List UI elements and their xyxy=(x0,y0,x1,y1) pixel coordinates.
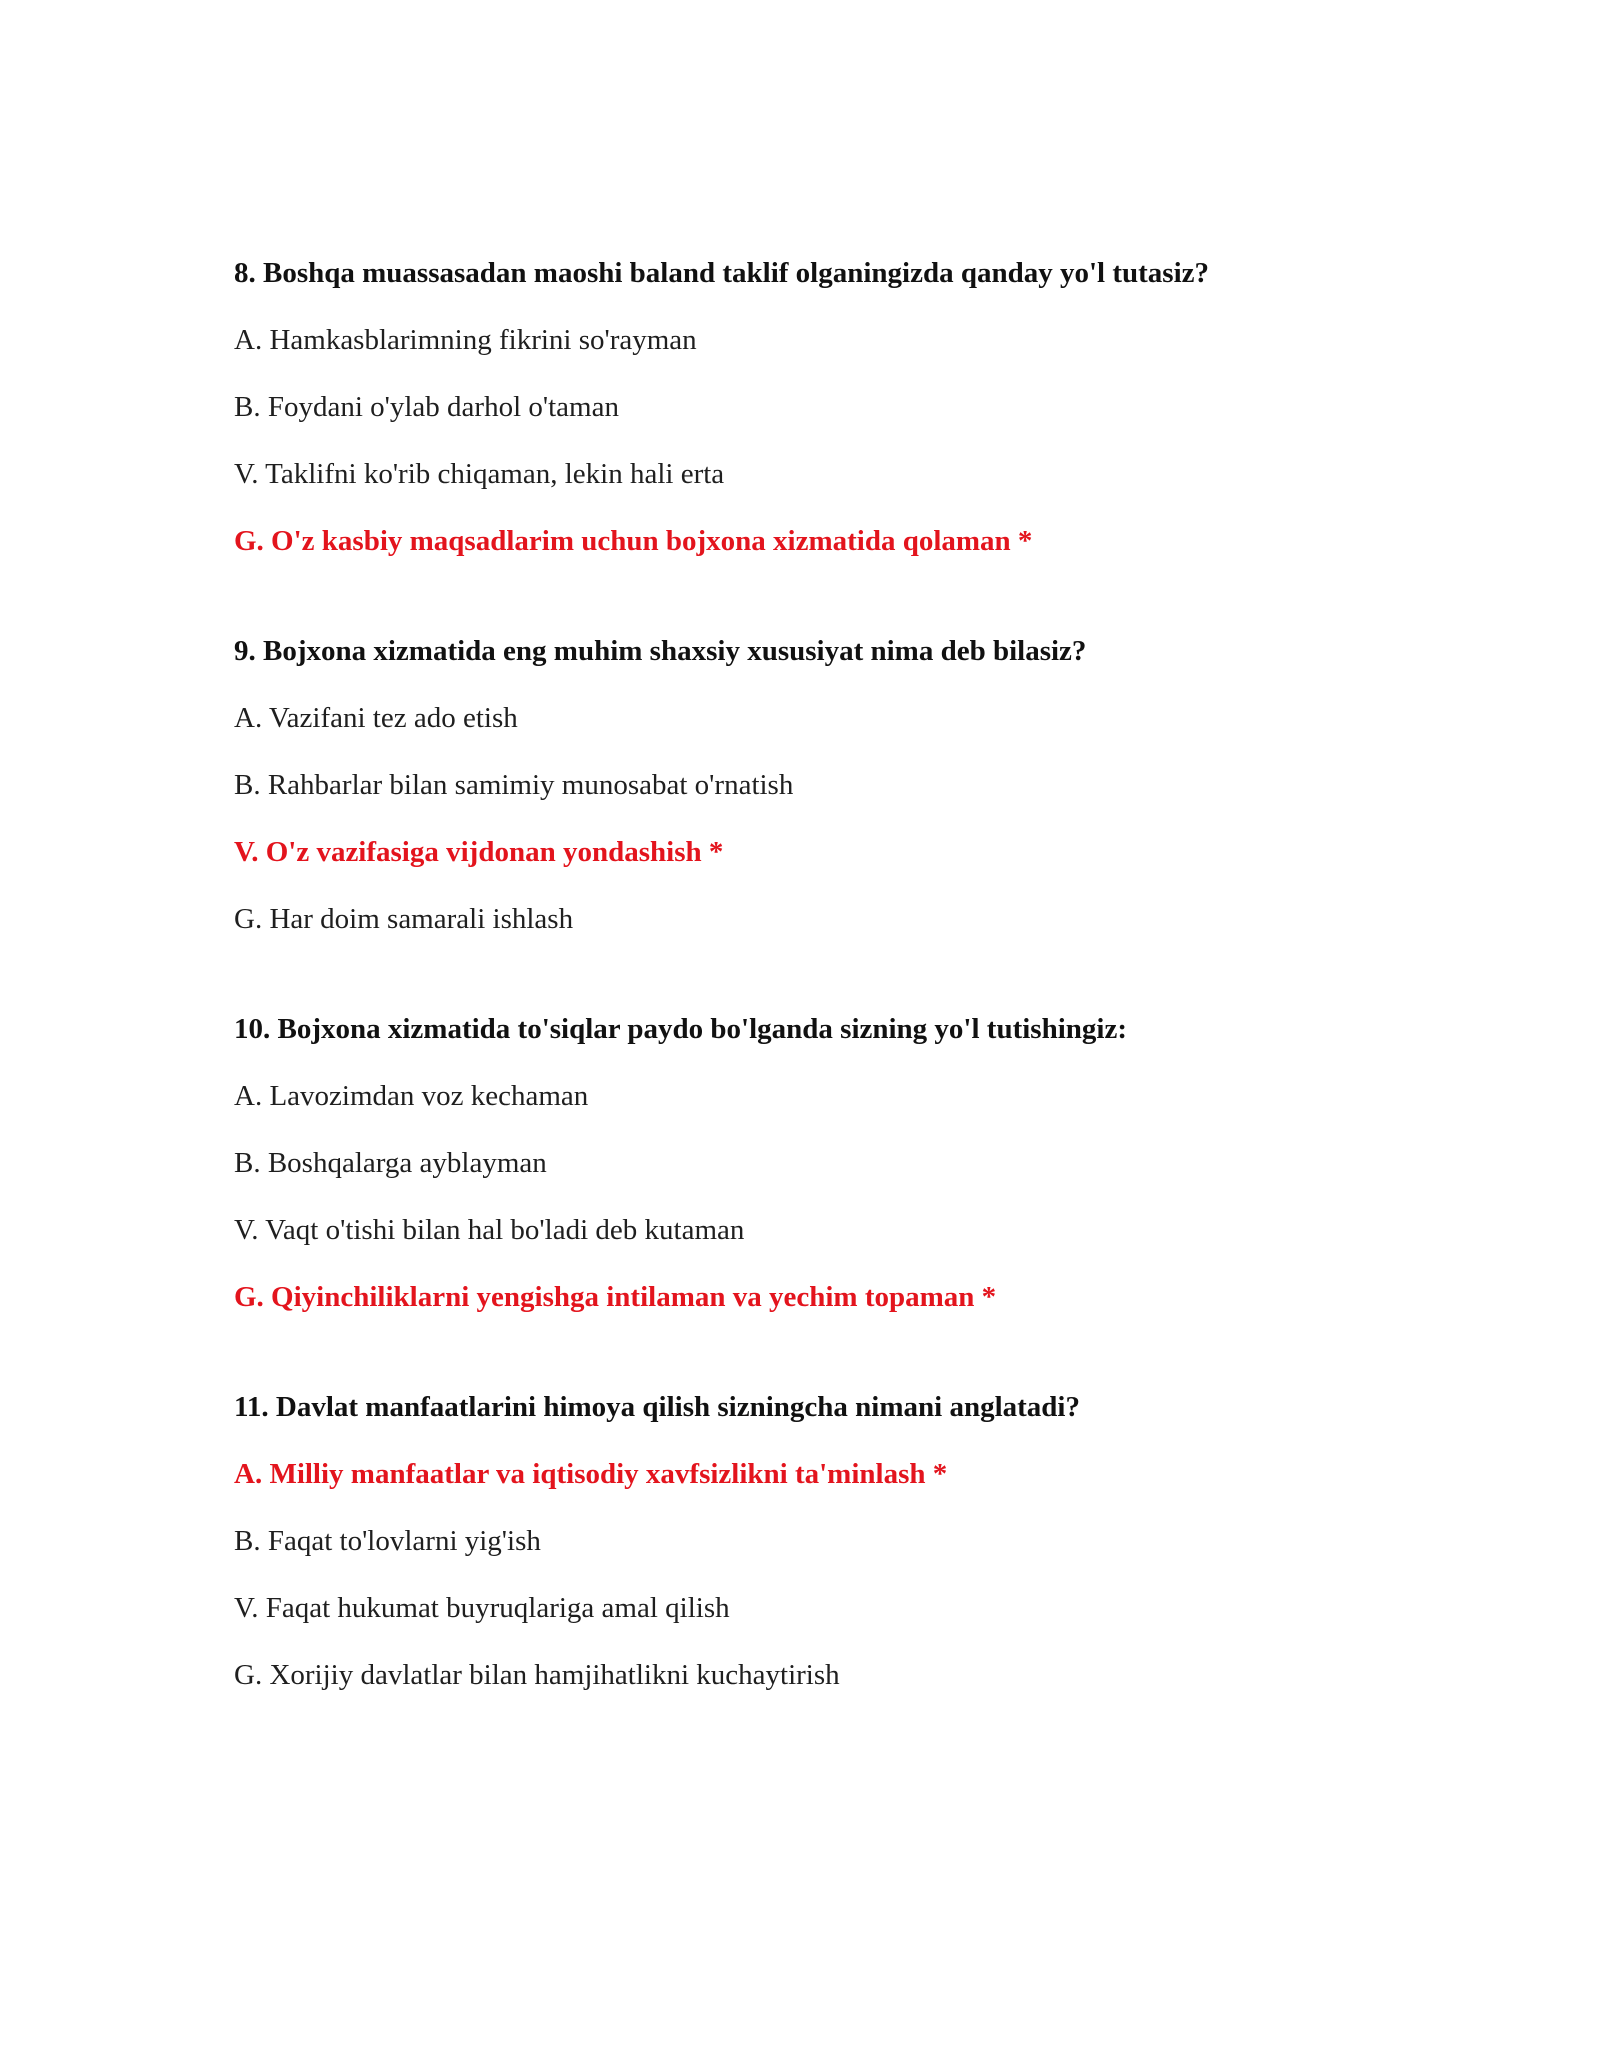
question-list xyxy=(234,252,1434,1764)
answer-option: B. Foydani o'ylab darhol o'taman xyxy=(234,391,619,423)
question-title: 8. Boshqa muassasadan maoshi baland taklif olganingizda qanday yo'l tutasiz? xyxy=(234,257,1209,289)
question-title: 10. Bojxona xizmatida to'siqlar paydo bo'lganda sizning yo'l tutishingiz: xyxy=(234,1013,1127,1045)
question-11 xyxy=(234,1386,1434,1696)
answer-option: B. Boshqalarga ayblayman xyxy=(234,1147,547,1179)
answer-option: V. Taklifni ko'rib chiqaman, lekin hali erta xyxy=(234,458,725,490)
correct-answer-option: V. O'z vazifasiga vijdonan yondashish * xyxy=(234,836,724,868)
question-title: 11. Davlat manfaatlarini himoya qilish sizningcha nimani anglatadi? xyxy=(234,1391,1080,1423)
answer-option: A. Vazifani tez ado etish xyxy=(234,702,518,734)
correct-answer-option: A. Milliy manfaatlar va iqtisodiy xavfsizlikni ta'minlash * xyxy=(234,1458,948,1490)
answer-option: A. Lavozimdan voz kechaman xyxy=(234,1080,589,1112)
question-title: 9. Bojxona xizmatida eng muhim shaxsiy xususiyat nima deb bilasiz? xyxy=(234,635,1087,667)
answer-option: V. Faqat hukumat buyruqlariga amal qilish xyxy=(234,1592,730,1624)
answer-option: B. Faqat to'lovlarni yig'ish xyxy=(234,1525,541,1557)
answer-option: G. Har doim samarali ishlash xyxy=(234,903,574,935)
question-8 xyxy=(234,252,1434,562)
answer-option: A. Hamkasblarimning fikrini so'rayman xyxy=(234,324,697,356)
correct-answer-option: G. O'z kasbiy maqsadlarim uchun bojxona xizmatida qolaman * xyxy=(234,525,1033,557)
answer-option: G. Xorijiy davlatlar bilan hamjihatlikni kuchaytirish xyxy=(234,1659,840,1691)
answer-option: V. Vaqt o'tishi bilan hal bo'ladi deb kutaman xyxy=(234,1214,745,1246)
question-10 xyxy=(234,1008,1434,1318)
answer-option: B. Rahbarlar bilan samimiy munosabat o'rnatish xyxy=(234,769,794,801)
correct-answer-option: G. Qiyinchiliklarni yengishga intilaman va yechim topaman * xyxy=(234,1281,997,1313)
question-9 xyxy=(234,630,1434,940)
